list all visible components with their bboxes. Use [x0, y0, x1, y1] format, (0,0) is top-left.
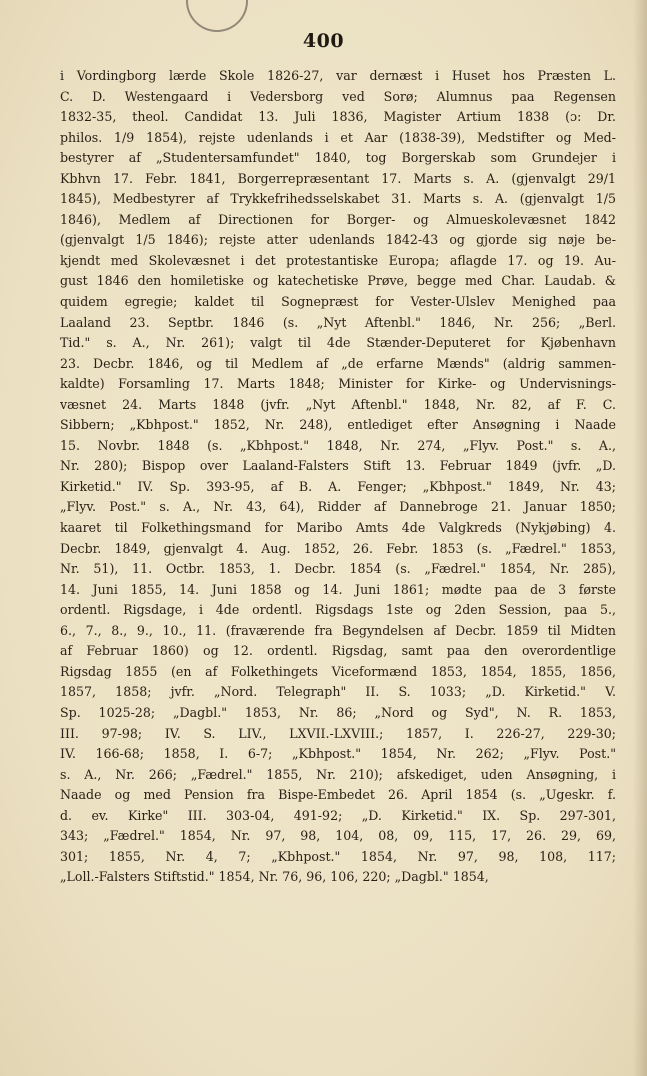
text-line: Sp. 1025-28; „Dagbl." 1853, Nr. 86; „Nord og Syd", N. R. 1853,: [60, 704, 616, 720]
text-line: III. 97-98; IV. S. LIV., LXVII.-LXVIII.; 1857, I. 226-27, 229-30;: [60, 725, 616, 741]
text-line: gust 1846 den homiletiske og katechetiske Prøve, begge med Char. Laudab. &: [60, 273, 616, 289]
text-line: quidem egregie; kaldet til Sognepræst for Vester-Ulslev Menighed paa: [60, 294, 616, 310]
text-line: kjendt med Skolevæsnet i det protestantiske Europa; aflagde 17. og 19. Au-: [60, 252, 616, 268]
text-line: 1832-35, theol. Candidat 13. Juli 1836, Magister Artium 1838 (ɔ: Dr.: [60, 109, 616, 125]
text-line: philos. 1/9 1854), rejste udenlands i et Aar (1838-39), Medstifter og Med-: [60, 129, 616, 145]
text-line: Tid." s. A., Nr. 261); valgt til 4de Stænder-Deputeret for Kjøbenhavn: [60, 335, 616, 351]
text-line: Kirketid." IV. Sp. 393-95, af B. A. Fenger; „Kbhpost." 1849, Nr. 43;: [60, 478, 616, 494]
text-line: „Flyv. Post." s. A., Nr. 43, 64), Ridder af Dannebroge 21. Januar 1850;: [60, 499, 616, 515]
text-line: d. ev. Kirke" III. 303-04, 491-92; „D. Kirketid." IX. Sp. 297-301,: [60, 807, 616, 823]
body-text: [60, 66, 616, 1056]
text-line: 1857, 1858; jvfr. „Nord. Telegraph" II. S. 1033; „D. Kirketid." V.: [60, 684, 616, 700]
stamp-mark: [186, 0, 248, 32]
text-line: kaaret til Folkethingsmand for Maribo Amts 4de Valgkreds (Nykjøbing) 4.: [60, 520, 616, 536]
text-line: kaldte) Forsamling 17. Marts 1848; Minister for Kirke- og Undervisnings-: [60, 376, 616, 392]
text-line: 1846), Medlem af Directionen for Borger- og Almueskolevæsnet 1842: [60, 211, 616, 227]
text-line: Nr. 280); Bispop over Laaland-Falsters Stift 13. Februar 1849 (jvfr. „D.: [60, 458, 616, 474]
text-line: 343; „Fædrel." 1854, Nr. 97, 98, 104, 08, 09, 115, 17, 26. 29, 69,: [60, 828, 616, 844]
text-line: ordentl. Rigsdage, i 4de ordentl. Rigsdags 1ste og 2den Session, paa 5.,: [60, 602, 616, 618]
text-line: 14. Juni 1855, 14. Juni 1858 og 14. Juni 1861; mødte paa de 3 første: [60, 581, 616, 597]
text-line: 6., 7., 8., 9., 10., 11. (fraværende fra Begyndelsen af Decbr. 1859 til Midten: [60, 622, 616, 638]
page-number: 400: [302, 30, 345, 52]
text-line: Decbr. 1849, gjenvalgt 4. Aug. 1852, 26. Febr. 1853 (s. „Fædrel." 1853,: [60, 540, 616, 556]
text-line: Laaland 23. Septbr. 1846 (s. „Nyt Aftenbl." 1846, Nr. 256; „Berl.: [60, 314, 616, 330]
text-line: Rigsdag 1855 (en af Folkethingets Viceformænd 1853, 1854, 1855, 1856,: [60, 663, 616, 679]
text-line: C. D. Westengaard i Vedersborg ved Sorø; Alumnus paa Regensen: [60, 88, 616, 104]
text-line: 23. Decbr. 1846, og til Medlem af „de erfarne Mænds" (aldrig sammen-: [60, 355, 616, 371]
text-line: 1845), Medbestyrer af Trykkefrihedsselskabet 31. Marts s. A. (gjenvalgt 1/5: [60, 191, 616, 207]
text-line: af Februar 1860) og 12. ordentl. Rigsdag, samt paa den overordentlige: [60, 643, 616, 659]
text-line: 15. Novbr. 1848 (s. „Kbhpost." 1848, Nr. 274, „Flyv. Post." s. A.,: [60, 437, 616, 453]
text-line: IV. 166-68; 1858, I. 6-7; „Kbhpost." 1854, Nr. 262; „Flyv. Post.": [60, 746, 616, 762]
binding-shadow: [633, 0, 647, 1076]
text-line: „Loll.-Falsters Stiftstid." 1854, Nr. 76, 96, 106, 220; „Dagbl." 1854,: [60, 869, 489, 885]
text-line: Naade og med Pension fra Bispe-Embedet 26. April 1854 (s. „Ugeskr. f.: [60, 787, 616, 803]
text-line: (gjenvalgt 1/5 1846); rejste atter udenlands 1842-43 og gjorde sig nøje be-: [60, 232, 616, 248]
text-line: s. A., Nr. 266; „Fædrel." 1855, Nr. 210); afskediget, uden Ansøgning, i: [60, 766, 616, 782]
text-line: Sibbern; „Kbhpost." 1852, Nr. 248), entlediget efter Ansøgning i Naade: [60, 417, 616, 433]
text-line: i Vordingborg lærde Skole 1826-27, var dernæst i Huset hos Præsten L.: [60, 68, 616, 83]
text-line: Nr. 51), 11. Octbr. 1853, 1. Decbr. 1854 (s. „Fædrel." 1854, Nr. 285),: [60, 561, 616, 577]
text-line: Kbhvn 17. Febr. 1841, Borgerrepræsentant 17. Marts s. A. (gjenvalgt 29/1: [60, 170, 616, 186]
text-line: 301; 1855, Nr. 4, 7; „Kbhpost." 1854, Nr. 97, 98, 108, 117;: [60, 848, 616, 864]
text-line: væsnet 24. Marts 1848 (jvfr. „Nyt Aftenbl." 1848, Nr. 82, af F. C.: [60, 396, 616, 412]
text-line: bestyrer af „Studentersamfundet" 1840, tog Borgerskab som Grundejer i: [60, 150, 616, 166]
